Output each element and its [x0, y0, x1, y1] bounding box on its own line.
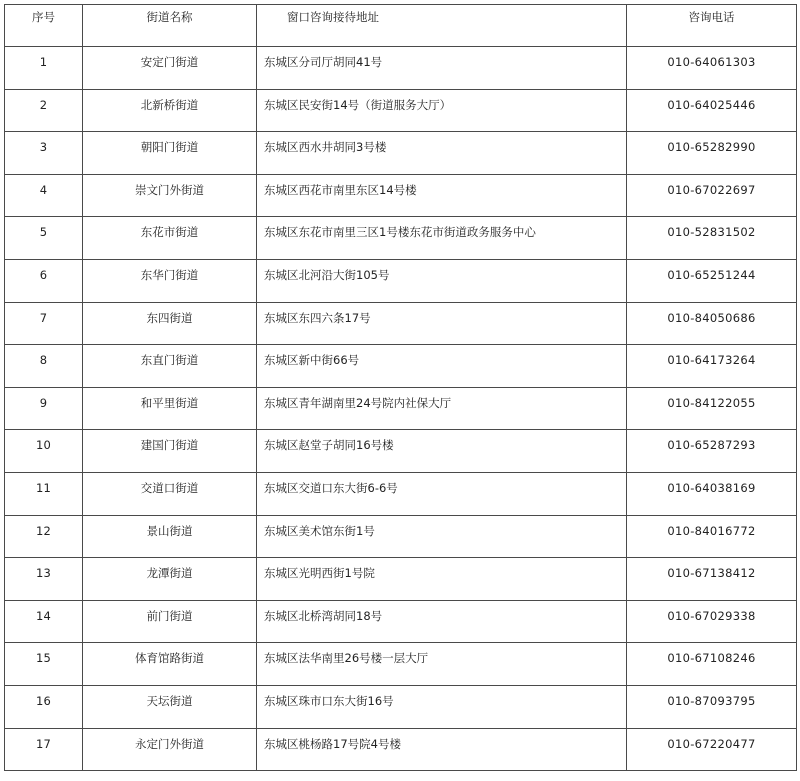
table-row — [5, 89, 797, 132]
street-name: 东花市街道 — [83, 217, 257, 260]
table-header — [5, 5, 797, 47]
table-row — [5, 558, 797, 601]
row-index: 4 — [5, 174, 83, 217]
row-index: 6 — [5, 259, 83, 302]
street-phone: 010-64061303 — [627, 47, 797, 90]
street-contact-table — [4, 4, 797, 771]
street-name: 建国门街道 — [83, 430, 257, 473]
street-address: 东城区东花市南里三区1号楼东花市街道政务服务中心 — [257, 217, 627, 260]
street-phone: 010-65282990 — [627, 132, 797, 175]
street-phone: 010-65251244 — [627, 259, 797, 302]
street-phone: 010-84050686 — [627, 302, 797, 345]
street-phone: 010-67022697 — [627, 174, 797, 217]
table-row — [5, 430, 797, 473]
street-phone: 010-67108246 — [627, 643, 797, 686]
street-phone: 010-87093795 — [627, 685, 797, 728]
street-name: 龙潭街道 — [83, 558, 257, 601]
header-phone: 咨询电话 — [627, 5, 797, 47]
row-index: 17 — [5, 728, 83, 771]
row-index: 9 — [5, 387, 83, 430]
street-name: 北新桥街道 — [83, 89, 257, 132]
street-address: 东城区法华南里26号楼一层大厅 — [257, 643, 627, 686]
street-phone: 010-67029338 — [627, 600, 797, 643]
street-name: 天坛街道 — [83, 685, 257, 728]
street-address: 东城区桃杨路17号院4号楼 — [257, 728, 627, 771]
street-name: 交道口街道 — [83, 472, 257, 515]
row-index: 14 — [5, 600, 83, 643]
street-address: 东城区美术馆东街1号 — [257, 515, 627, 558]
header-street-name: 街道名称 — [83, 5, 257, 47]
row-index: 5 — [5, 217, 83, 260]
street-name: 朝阳门街道 — [83, 132, 257, 175]
street-phone: 010-84122055 — [627, 387, 797, 430]
table-row — [5, 515, 797, 558]
street-address: 东城区西水井胡同3号楼 — [257, 132, 627, 175]
street-name: 体育馆路街道 — [83, 643, 257, 686]
row-index: 16 — [5, 685, 83, 728]
street-phone: 010-64038169 — [627, 472, 797, 515]
street-phone: 010-52831502 — [627, 217, 797, 260]
street-address: 东城区赵堂子胡同16号楼 — [257, 430, 627, 473]
street-name: 崇文门外街道 — [83, 174, 257, 217]
street-address: 东城区东四六条17号 — [257, 302, 627, 345]
row-index: 11 — [5, 472, 83, 515]
street-name: 前门街道 — [83, 600, 257, 643]
header-address: 窗口咨询接待地址 — [257, 5, 627, 47]
table-row — [5, 345, 797, 388]
street-name: 东直门街道 — [83, 345, 257, 388]
table-row — [5, 472, 797, 515]
street-address: 东城区光明西街1号院 — [257, 558, 627, 601]
street-address: 东城区北河沿大街105号 — [257, 259, 627, 302]
table-row — [5, 174, 797, 217]
table-row — [5, 643, 797, 686]
street-address: 东城区西花市南里东区14号楼 — [257, 174, 627, 217]
street-name: 安定门街道 — [83, 47, 257, 90]
table-row — [5, 302, 797, 345]
table-row — [5, 728, 797, 771]
table-row — [5, 259, 797, 302]
street-address: 东城区民安街14号（街道服务大厅） — [257, 89, 627, 132]
street-phone: 010-65287293 — [627, 430, 797, 473]
row-index: 7 — [5, 302, 83, 345]
header-row — [5, 5, 797, 47]
street-name: 永定门外街道 — [83, 728, 257, 771]
street-phone: 010-64173264 — [627, 345, 797, 388]
row-index: 3 — [5, 132, 83, 175]
table-row — [5, 387, 797, 430]
street-address: 东城区新中街66号 — [257, 345, 627, 388]
row-index: 13 — [5, 558, 83, 601]
street-address: 东城区珠市口东大街16号 — [257, 685, 627, 728]
street-phone: 010-67138412 — [627, 558, 797, 601]
street-phone: 010-67220477 — [627, 728, 797, 771]
row-index: 2 — [5, 89, 83, 132]
row-index: 12 — [5, 515, 83, 558]
row-index: 10 — [5, 430, 83, 473]
street-address: 东城区交道口东大街6-6号 — [257, 472, 627, 515]
street-name: 景山街道 — [83, 515, 257, 558]
street-phone: 010-64025446 — [627, 89, 797, 132]
street-address: 东城区北桥湾胡同18号 — [257, 600, 627, 643]
street-name: 和平里街道 — [83, 387, 257, 430]
table-body — [5, 47, 797, 771]
table-row — [5, 685, 797, 728]
table-row — [5, 132, 797, 175]
table-row — [5, 600, 797, 643]
row-index: 1 — [5, 47, 83, 90]
street-name: 东华门街道 — [83, 259, 257, 302]
street-address: 东城区青年湖南里24号院内社保大厅 — [257, 387, 627, 430]
row-index: 15 — [5, 643, 83, 686]
street-phone: 010-84016772 — [627, 515, 797, 558]
row-index: 8 — [5, 345, 83, 388]
street-name: 东四街道 — [83, 302, 257, 345]
table-row — [5, 217, 797, 260]
table-row — [5, 47, 797, 90]
header-index: 序号 — [5, 5, 83, 47]
street-address: 东城区分司厅胡同41号 — [257, 47, 627, 90]
